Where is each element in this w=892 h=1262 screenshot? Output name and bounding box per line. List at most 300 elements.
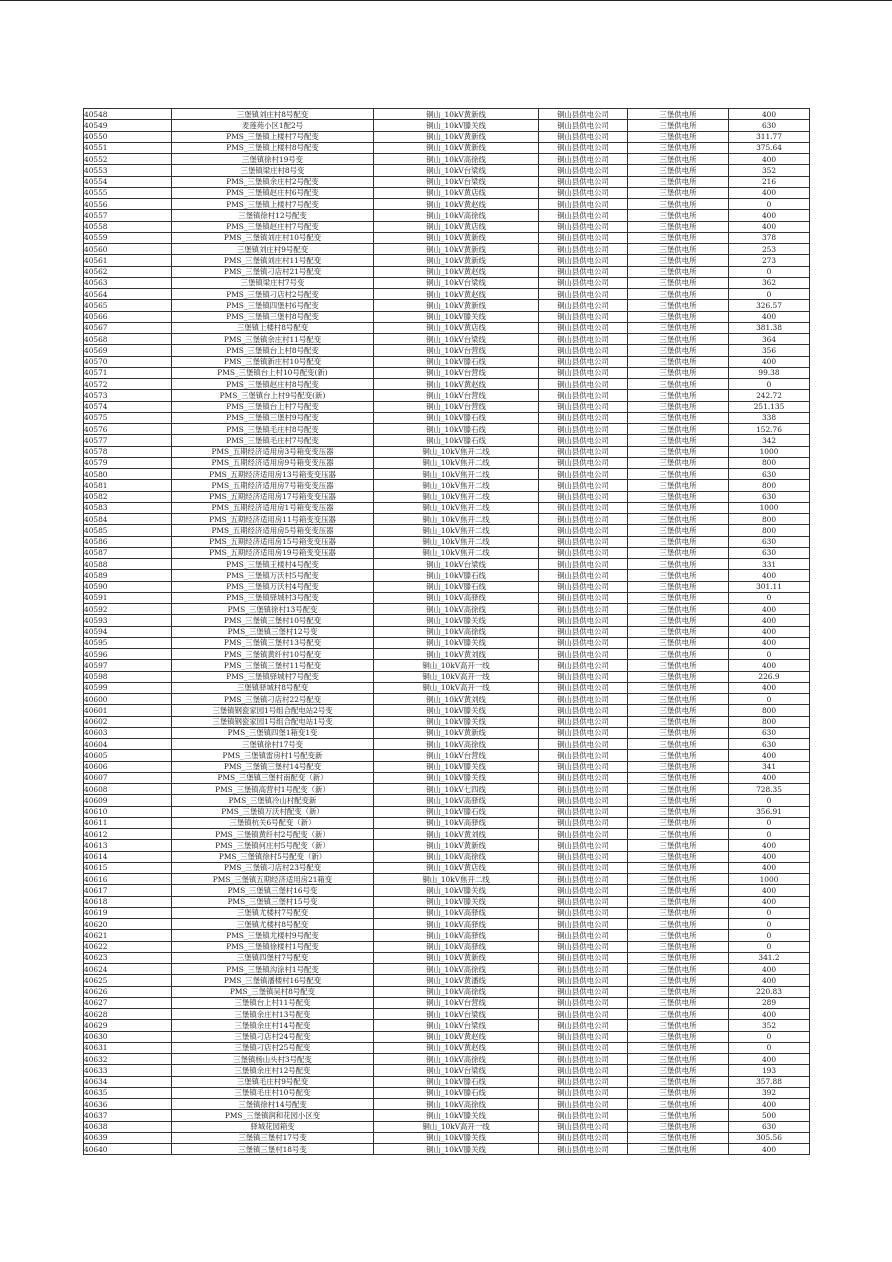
transformer-name-cell: PMS_三堡镇上楼村7号配变 bbox=[172, 199, 374, 210]
company-cell: 铜山县供电公司 bbox=[539, 1110, 628, 1121]
capacity-cell: 400 bbox=[729, 896, 810, 907]
company-cell: 铜山县供电公司 bbox=[539, 165, 628, 176]
row-id-cell: 40593 bbox=[84, 615, 172, 626]
feeder-line-cell: 铜山_10kV黄店线 bbox=[374, 862, 539, 873]
company-cell: 铜山县供电公司 bbox=[539, 1144, 628, 1155]
feeder-line-cell: 铜山_10kV滕关线 bbox=[374, 615, 539, 626]
station-cell: 三堡供电所 bbox=[628, 1076, 729, 1087]
transformer-name-cell: PMS_三堡镇尤楼村9号配变 bbox=[172, 930, 374, 941]
table-row bbox=[84, 705, 810, 716]
table-row bbox=[84, 1076, 810, 1087]
row-id-cell: 40578 bbox=[84, 446, 172, 457]
station-cell: 三堡供电所 bbox=[628, 334, 729, 345]
station-cell: 三堡供电所 bbox=[628, 581, 729, 592]
capacity-cell: 630 bbox=[729, 1121, 810, 1132]
station-cell: 三堡供电所 bbox=[628, 896, 729, 907]
company-cell: 铜山县供电公司 bbox=[539, 806, 628, 817]
capacity-cell: 400 bbox=[729, 109, 810, 120]
capacity-cell: 326.57 bbox=[729, 300, 810, 311]
company-cell: 铜山县供电公司 bbox=[539, 502, 628, 513]
transformer-name-cell: PMS_五期经济适用房19号箱变变压器 bbox=[172, 547, 374, 558]
row-id-cell: 40600 bbox=[84, 694, 172, 705]
company-cell: 铜山县供电公司 bbox=[539, 682, 628, 693]
transformer-name-cell: 三堡镇徐村12号配变 bbox=[172, 210, 374, 221]
feeder-line-cell: 铜山_10kV滕关线 bbox=[374, 1144, 539, 1155]
capacity-cell: 301.11 bbox=[729, 581, 810, 592]
station-cell: 三堡供电所 bbox=[628, 739, 729, 750]
page-top-rule bbox=[0, 0, 892, 1]
station-cell: 三堡供电所 bbox=[628, 435, 729, 446]
row-id-cell: 40582 bbox=[84, 491, 172, 502]
capacity-cell: 392 bbox=[729, 1087, 810, 1098]
capacity-cell: 400 bbox=[729, 221, 810, 232]
row-id-cell: 40564 bbox=[84, 289, 172, 300]
table-row bbox=[84, 334, 810, 345]
row-id-cell: 40561 bbox=[84, 255, 172, 266]
capacity-cell: 400 bbox=[729, 1009, 810, 1020]
feeder-line-cell: 铜山_10kV黄赵线 bbox=[374, 379, 539, 390]
table-row bbox=[84, 1031, 810, 1042]
capacity-cell: 0 bbox=[729, 941, 810, 952]
row-id-cell: 40597 bbox=[84, 660, 172, 671]
capacity-cell: 1000 bbox=[729, 446, 810, 457]
company-cell: 铜山县供电公司 bbox=[539, 1031, 628, 1042]
transformer-name-cell: PMS_三堡镇万沃村5号配变 bbox=[172, 570, 374, 581]
feeder-line-cell: 铜山_10kV滕关线 bbox=[374, 705, 539, 716]
table-row bbox=[84, 525, 810, 536]
row-id-cell: 40606 bbox=[84, 761, 172, 772]
feeder-line-cell: 铜山_10kV焦开二线 bbox=[374, 536, 539, 547]
company-cell: 铜山县供电公司 bbox=[539, 255, 628, 266]
capacity-cell: 400 bbox=[729, 975, 810, 986]
feeder-line-cell: 铜山_10kV滕关线 bbox=[374, 1110, 539, 1121]
capacity-cell: 0 bbox=[729, 817, 810, 828]
feeder-line-cell: 铜山_10kV高徐线 bbox=[374, 739, 539, 750]
station-cell: 三堡供电所 bbox=[628, 491, 729, 502]
company-cell: 铜山县供电公司 bbox=[539, 694, 628, 705]
capacity-cell: 0 bbox=[729, 266, 810, 277]
capacity-cell: 630 bbox=[729, 491, 810, 502]
station-cell: 三堡供电所 bbox=[628, 289, 729, 300]
station-cell: 三堡供电所 bbox=[628, 401, 729, 412]
station-cell: 三堡供电所 bbox=[628, 840, 729, 851]
capacity-cell: 630 bbox=[729, 120, 810, 131]
company-cell: 铜山县供电公司 bbox=[539, 615, 628, 626]
capacity-cell: 630 bbox=[729, 727, 810, 738]
feeder-line-cell: 铜山_10kV高徐线 bbox=[374, 964, 539, 975]
capacity-cell: 0 bbox=[729, 930, 810, 941]
transformer-name-cell: 三堡镇梁庄村8号变 bbox=[172, 165, 374, 176]
company-cell: 铜山县供电公司 bbox=[539, 964, 628, 975]
capacity-cell: 331 bbox=[729, 559, 810, 570]
station-cell: 三堡供电所 bbox=[628, 1144, 729, 1155]
company-cell: 铜山县供电公司 bbox=[539, 232, 628, 243]
capacity-cell: 800 bbox=[729, 480, 810, 491]
transformer-name-cell: 三堡镇余庄村12号配变 bbox=[172, 1065, 374, 1076]
table-row bbox=[84, 559, 810, 570]
company-cell: 铜山县供电公司 bbox=[539, 919, 628, 930]
capacity-cell: 152.76 bbox=[729, 424, 810, 435]
feeder-line-cell: 铜山_10kV滕关线 bbox=[374, 716, 539, 727]
table-row bbox=[84, 187, 810, 198]
company-cell: 铜山县供电公司 bbox=[539, 750, 628, 761]
company-cell: 铜山县供电公司 bbox=[539, 840, 628, 851]
row-id-cell: 40572 bbox=[84, 379, 172, 390]
feeder-line-cell: 铜山_10kV黄新线 bbox=[374, 840, 539, 851]
capacity-cell: 375.64 bbox=[729, 142, 810, 153]
capacity-cell: 400 bbox=[729, 187, 810, 198]
station-cell: 三堡供电所 bbox=[628, 457, 729, 468]
row-id-cell: 40625 bbox=[84, 975, 172, 986]
row-id-cell: 40633 bbox=[84, 1065, 172, 1076]
transformer-name-cell: PMS_三堡镇徐楼村1号配变 bbox=[172, 941, 374, 952]
company-cell: 铜山县供电公司 bbox=[539, 829, 628, 840]
table-row bbox=[84, 300, 810, 311]
feeder-line-cell: 铜山_10kV高开一线 bbox=[374, 1121, 539, 1132]
capacity-cell: 400 bbox=[729, 626, 810, 637]
capacity-cell: 0 bbox=[729, 1031, 810, 1042]
transformer-name-cell: 三堡镇尤楼村7号配变 bbox=[172, 907, 374, 918]
row-id-cell: 40605 bbox=[84, 750, 172, 761]
transformer-name-cell: 麦莲苑小区1配2号 bbox=[172, 120, 374, 131]
row-id-cell: 40551 bbox=[84, 142, 172, 153]
row-id-cell: 40595 bbox=[84, 637, 172, 648]
table-row bbox=[84, 806, 810, 817]
transformer-name-cell: 三堡镇尤楼村8号配变 bbox=[172, 919, 374, 930]
company-cell: 铜山县供电公司 bbox=[539, 266, 628, 277]
company-cell: 铜山县供电公司 bbox=[539, 705, 628, 716]
capacity-cell: 630 bbox=[729, 469, 810, 480]
row-id-cell: 40594 bbox=[84, 626, 172, 637]
row-id-cell: 40555 bbox=[84, 187, 172, 198]
capacity-cell: 357.88 bbox=[729, 1076, 810, 1087]
company-cell: 铜山县供电公司 bbox=[539, 772, 628, 783]
row-id-cell: 40552 bbox=[84, 154, 172, 165]
company-cell: 铜山县供电公司 bbox=[539, 289, 628, 300]
station-cell: 三堡供电所 bbox=[628, 1065, 729, 1076]
station-cell: 三堡供电所 bbox=[628, 682, 729, 693]
feeder-line-cell: 铜山_10kV焦开二线 bbox=[374, 480, 539, 491]
table-row bbox=[84, 1110, 810, 1121]
company-cell: 铜山县供电公司 bbox=[539, 671, 628, 682]
station-cell: 三堡供电所 bbox=[628, 469, 729, 480]
table-row bbox=[84, 660, 810, 671]
feeder-line-cell: 铜山_10kV滕关线 bbox=[374, 885, 539, 896]
capacity-cell: 800 bbox=[729, 514, 810, 525]
station-cell: 三堡供电所 bbox=[628, 502, 729, 513]
company-cell: 铜山县供电公司 bbox=[539, 592, 628, 603]
capacity-cell: 630 bbox=[729, 739, 810, 750]
table-row bbox=[84, 919, 810, 930]
table-row bbox=[84, 502, 810, 513]
station-cell: 三堡供电所 bbox=[628, 1009, 729, 1020]
transformer-name-cell: PMS_三堡镇三堡村15号变 bbox=[172, 896, 374, 907]
transformer-name-cell: PMS_三堡镇王楼村4号配变 bbox=[172, 559, 374, 570]
company-cell: 铜山县供电公司 bbox=[539, 851, 628, 862]
capacity-cell: 400 bbox=[729, 772, 810, 783]
transformer-name-cell: 三堡镇梁庄村7号变 bbox=[172, 277, 374, 288]
row-id-cell: 40590 bbox=[84, 581, 172, 592]
row-id-cell: 40638 bbox=[84, 1121, 172, 1132]
company-cell: 铜山县供电公司 bbox=[539, 874, 628, 885]
company-cell: 铜山县供电公司 bbox=[539, 210, 628, 221]
transformer-name-cell: 三堡镇余庄村14号配变 bbox=[172, 1020, 374, 1031]
feeder-line-cell: 铜山_10kV黄新线 bbox=[374, 727, 539, 738]
transformer-name-cell: PMS_三堡镇刘庄村10号配变 bbox=[172, 232, 374, 243]
feeder-line-cell: 铜山_10kV高开一线 bbox=[374, 682, 539, 693]
capacity-cell: 338 bbox=[729, 412, 810, 423]
row-id-cell: 40577 bbox=[84, 435, 172, 446]
transformer-name-cell: 三堡镇钢瓷家园1号组合配电站2号变 bbox=[172, 705, 374, 716]
capacity-cell: 0 bbox=[729, 379, 810, 390]
feeder-line-cell: 铜山_10kV焦开二线 bbox=[374, 446, 539, 457]
table-row bbox=[84, 1042, 810, 1053]
company-cell: 铜山县供电公司 bbox=[539, 559, 628, 570]
capacity-cell: 400 bbox=[729, 604, 810, 615]
feeder-line-cell: 铜山_10kV高驿线 bbox=[374, 907, 539, 918]
station-cell: 三堡供电所 bbox=[628, 795, 729, 806]
station-cell: 三堡供电所 bbox=[628, 514, 729, 525]
feeder-line-cell: 铜山_10kV台营线 bbox=[374, 401, 539, 412]
table-row bbox=[84, 930, 810, 941]
company-cell: 铜山县供电公司 bbox=[539, 120, 628, 131]
feeder-line-cell: 铜山_10kV台营线 bbox=[374, 345, 539, 356]
station-cell: 三堡供电所 bbox=[628, 694, 729, 705]
capacity-cell: 305.56 bbox=[729, 1132, 810, 1143]
capacity-cell: 630 bbox=[729, 536, 810, 547]
table-row bbox=[84, 671, 810, 682]
transformer-name-cell: 三堡镇余庄村13号配变 bbox=[172, 1009, 374, 1020]
transformer-name-cell: PMS_三堡镇余庄村11号配变 bbox=[172, 334, 374, 345]
transformer-name-cell: PMS_三堡镇冷山村配变新 bbox=[172, 795, 374, 806]
row-id-cell: 40549 bbox=[84, 120, 172, 131]
table-row bbox=[84, 244, 810, 255]
capacity-cell: 400 bbox=[729, 660, 810, 671]
station-cell: 三堡供电所 bbox=[628, 142, 729, 153]
table-row bbox=[84, 457, 810, 468]
table-row bbox=[84, 896, 810, 907]
transformer-name-cell: 三堡镇刘庄村9号配变 bbox=[172, 244, 374, 255]
capacity-cell: 0 bbox=[729, 649, 810, 660]
feeder-line-cell: 铜山_10kV滕关线 bbox=[374, 896, 539, 907]
feeder-line-cell: 铜山_10kV高徐线 bbox=[374, 986, 539, 997]
table-row bbox=[84, 637, 810, 648]
table-row bbox=[84, 694, 810, 705]
row-id-cell: 40592 bbox=[84, 604, 172, 615]
feeder-line-cell: 铜山_10kV黄新线 bbox=[374, 142, 539, 153]
table-row bbox=[84, 862, 810, 873]
table-row bbox=[84, 682, 810, 693]
table-row bbox=[84, 491, 810, 502]
company-cell: 铜山县供电公司 bbox=[539, 795, 628, 806]
table-row bbox=[84, 345, 810, 356]
station-cell: 三堡供电所 bbox=[628, 1020, 729, 1031]
transformer-name-cell: PMS_三堡镇雷房村1号配变新 bbox=[172, 750, 374, 761]
capacity-cell: 0 bbox=[729, 289, 810, 300]
table-row bbox=[84, 964, 810, 975]
row-id-cell: 40615 bbox=[84, 862, 172, 873]
station-cell: 三堡供电所 bbox=[628, 1110, 729, 1121]
capacity-cell: 193 bbox=[729, 1065, 810, 1076]
transformer-name-cell: PMS_三堡镇赵庄村6号配变 bbox=[172, 187, 374, 198]
transformer-name-cell: PMS_三堡镇沟涂村1号配变 bbox=[172, 964, 374, 975]
row-id-cell: 40613 bbox=[84, 840, 172, 851]
table-row bbox=[84, 750, 810, 761]
feeder-line-cell: 铜山_10kV台梁线 bbox=[374, 1020, 539, 1031]
row-id-cell: 40560 bbox=[84, 244, 172, 255]
transformer-name-cell: 三堡镇三堡村18号变 bbox=[172, 1144, 374, 1155]
capacity-cell: 0 bbox=[729, 694, 810, 705]
row-id-cell: 40573 bbox=[84, 390, 172, 401]
feeder-line-cell: 铜山_10kV黄新线 bbox=[374, 255, 539, 266]
row-id-cell: 40589 bbox=[84, 570, 172, 581]
feeder-line-cell: 铜山_10kV滕关线 bbox=[374, 120, 539, 131]
feeder-line-cell: 铜山_10kV黄赵线 bbox=[374, 289, 539, 300]
row-id-cell: 40628 bbox=[84, 1009, 172, 1020]
feeder-line-cell: 铜山_10kV黄刘线 bbox=[374, 829, 539, 840]
station-cell: 三堡供电所 bbox=[628, 862, 729, 873]
company-cell: 铜山县供电公司 bbox=[539, 187, 628, 198]
feeder-line-cell: 铜山_10kV黄新线 bbox=[374, 109, 539, 120]
table-row bbox=[84, 907, 810, 918]
company-cell: 铜山县供电公司 bbox=[539, 176, 628, 187]
station-cell: 三堡供电所 bbox=[628, 874, 729, 885]
feeder-line-cell: 铜山_10kV台梁线 bbox=[374, 1009, 539, 1020]
transformer-name-cell: 三堡镇三堡村17号变 bbox=[172, 1132, 374, 1143]
feeder-line-cell: 铜山_10kV台营线 bbox=[374, 390, 539, 401]
transformer-name-cell: 三堡镇徐村17号变 bbox=[172, 739, 374, 750]
feeder-line-cell: 铜山_10kV高驿线 bbox=[374, 919, 539, 930]
company-cell: 铜山县供电公司 bbox=[539, 952, 628, 963]
feeder-line-cell: 铜山_10kV高驿线 bbox=[374, 817, 539, 828]
feeder-line-cell: 铜山_10kV滕石线 bbox=[374, 581, 539, 592]
transformer-name-cell: PMS_三堡镇三堡村14号配变 bbox=[172, 761, 374, 772]
capacity-cell: 400 bbox=[729, 1099, 810, 1110]
table-row bbox=[84, 480, 810, 491]
row-id-cell: 40588 bbox=[84, 559, 172, 570]
table-row bbox=[84, 615, 810, 626]
table-row bbox=[84, 829, 810, 840]
row-id-cell: 40601 bbox=[84, 705, 172, 716]
table-row bbox=[84, 1009, 810, 1020]
station-cell: 三堡供电所 bbox=[628, 907, 729, 918]
station-cell: 三堡供电所 bbox=[628, 660, 729, 671]
station-cell: 三堡供电所 bbox=[628, 1132, 729, 1143]
company-cell: 铜山县供电公司 bbox=[539, 199, 628, 210]
company-cell: 铜山县供电公司 bbox=[539, 581, 628, 592]
feeder-line-cell: 铜山_10kV滕石线 bbox=[374, 412, 539, 423]
transformer-name-cell: PMS_三堡镇刘庄村11号配变 bbox=[172, 255, 374, 266]
capacity-cell: 0 bbox=[729, 795, 810, 806]
transformer-name-cell: 三堡镇毛庄村10号配变 bbox=[172, 1087, 374, 1098]
capacity-cell: 352 bbox=[729, 1020, 810, 1031]
capacity-cell: 400 bbox=[729, 311, 810, 322]
feeder-line-cell: 铜山_10kV黄新线 bbox=[374, 244, 539, 255]
row-id-cell: 40602 bbox=[84, 716, 172, 727]
company-cell: 铜山县供电公司 bbox=[539, 221, 628, 232]
transformer-name-cell: PMS_三堡镇刁店村21号配变 bbox=[172, 266, 374, 277]
transformer-name-cell: PMS_五期经济适用房17号箱变变压器 bbox=[172, 491, 374, 502]
capacity-cell: 800 bbox=[729, 457, 810, 468]
feeder-line-cell: 铜山_10kV黄店线 bbox=[374, 221, 539, 232]
row-id-cell: 40622 bbox=[84, 941, 172, 952]
table-row bbox=[84, 469, 810, 480]
station-cell: 三堡供电所 bbox=[628, 255, 729, 266]
table-row bbox=[84, 874, 810, 885]
company-cell: 铜山县供电公司 bbox=[539, 131, 628, 142]
company-cell: 铜山县供电公司 bbox=[539, 761, 628, 772]
table-row bbox=[84, 941, 810, 952]
table-row bbox=[84, 131, 810, 142]
table-row bbox=[84, 390, 810, 401]
row-id-cell: 40579 bbox=[84, 457, 172, 468]
station-cell: 三堡供电所 bbox=[628, 446, 729, 457]
station-cell: 三堡供电所 bbox=[628, 176, 729, 187]
company-cell: 铜山县供电公司 bbox=[539, 536, 628, 547]
station-cell: 三堡供电所 bbox=[628, 592, 729, 603]
station-cell: 三堡供电所 bbox=[628, 604, 729, 615]
transformer-name-cell: 三堡镇上楼村8号配变 bbox=[172, 322, 374, 333]
capacity-cell: 400 bbox=[729, 964, 810, 975]
table-row bbox=[84, 255, 810, 266]
station-cell: 三堡供电所 bbox=[628, 829, 729, 840]
transformer-name-cell: PMS_三堡镇驿城村7号配变 bbox=[172, 671, 374, 682]
table-row bbox=[84, 581, 810, 592]
company-cell: 铜山县供电公司 bbox=[539, 727, 628, 738]
row-id-cell: 40603 bbox=[84, 727, 172, 738]
feeder-line-cell: 铜山_10kV台梁线 bbox=[374, 334, 539, 345]
row-id-cell: 40565 bbox=[84, 300, 172, 311]
table-row bbox=[84, 885, 810, 896]
capacity-cell: 216 bbox=[729, 176, 810, 187]
table-row bbox=[84, 142, 810, 153]
feeder-line-cell: 铜山_10kV滕石线 bbox=[374, 435, 539, 446]
station-cell: 三堡供电所 bbox=[628, 199, 729, 210]
company-cell: 铜山县供电公司 bbox=[539, 514, 628, 525]
station-cell: 三堡供电所 bbox=[628, 379, 729, 390]
transformer-name-cell: PMS_三堡镇徐村13号配变 bbox=[172, 604, 374, 615]
company-cell: 铜山县供电公司 bbox=[539, 480, 628, 491]
station-cell: 三堡供电所 bbox=[628, 952, 729, 963]
transformer-name-cell: PMS_三堡镇三堡村16号变 bbox=[172, 885, 374, 896]
table-row bbox=[84, 986, 810, 997]
table-row bbox=[84, 1132, 810, 1143]
table-row bbox=[84, 435, 810, 446]
transformer-name-cell: PMS_三堡镇毛庄村8号配变 bbox=[172, 424, 374, 435]
capacity-cell: 800 bbox=[729, 525, 810, 536]
capacity-cell: 356.91 bbox=[729, 806, 810, 817]
transformer-name-cell: PMS_三堡镇三堡村南配变（新） bbox=[172, 772, 374, 783]
station-cell: 三堡供电所 bbox=[628, 187, 729, 198]
row-id-cell: 40554 bbox=[84, 176, 172, 187]
transformer-name-cell: PMS_三堡镇四堡1箱变1变 bbox=[172, 727, 374, 738]
feeder-line-cell: 铜山_10kV滕石线 bbox=[374, 570, 539, 581]
feeder-line-cell: 铜山_10kV黄刘线 bbox=[374, 694, 539, 705]
row-id-cell: 40637 bbox=[84, 1110, 172, 1121]
feeder-line-cell: 铜山_10kV黄新线 bbox=[374, 952, 539, 963]
station-cell: 三堡供电所 bbox=[628, 345, 729, 356]
transformer-name-cell: PMS_三堡镇四堡村6号配变 bbox=[172, 300, 374, 311]
company-cell: 铜山县供电公司 bbox=[539, 547, 628, 558]
capacity-cell: 381.38 bbox=[729, 322, 810, 333]
table-row bbox=[84, 727, 810, 738]
transformer-name-cell: PMS_三堡镇何庄村5号配变（新） bbox=[172, 840, 374, 851]
feeder-line-cell: 铜山_10kV黄新线 bbox=[374, 300, 539, 311]
company-cell: 铜山县供电公司 bbox=[539, 817, 628, 828]
transformer-name-cell: 三堡镇钢瓷家园1号组合配电站1号变 bbox=[172, 716, 374, 727]
row-id-cell: 40627 bbox=[84, 997, 172, 1008]
transformer-name-cell: PMS_三堡镇台上村8号配变 bbox=[172, 345, 374, 356]
